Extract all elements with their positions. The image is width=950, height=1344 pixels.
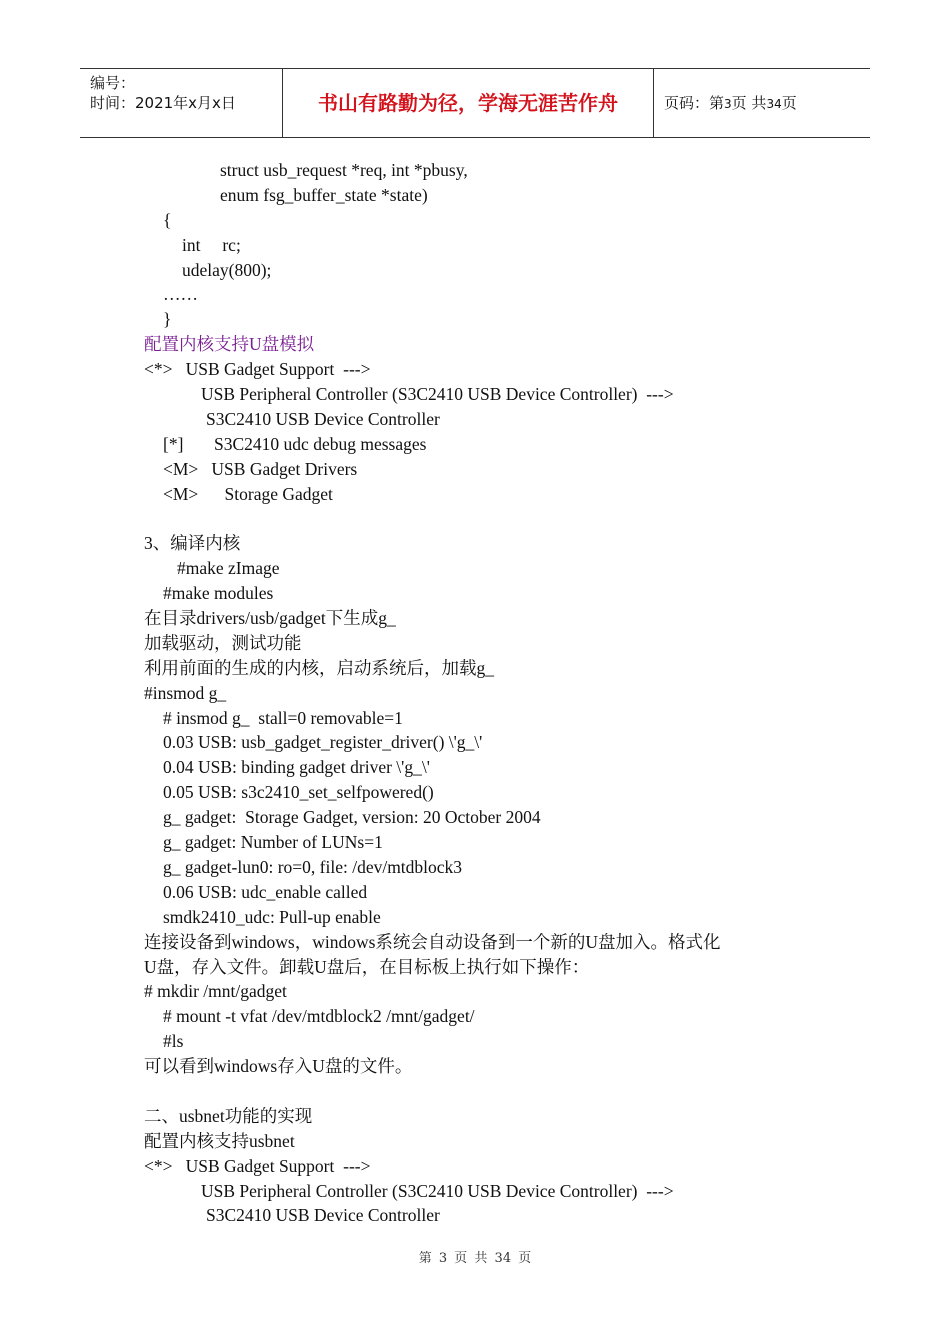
text-line: 配置内核支持U盘模拟 [144,334,315,355]
header-info-cell [80,69,282,137]
text-line: USB Peripheral Controller (S3C2410 USB Device Controller) ---> [201,384,674,405]
blank-line [144,506,834,531]
text-line: 0.04 USB: binding gadget driver \'g_\' [163,757,430,778]
page-footer: 第 3 页 共 34 页 [418,1251,532,1266]
text-line: 二、usbnet功能的实现 [144,1105,313,1126]
text-line: 利用前面的生成的内核，启动系统后，加载g_ [144,657,494,678]
text-line: #make zImage [177,558,280,579]
text-line: 0.06 USB: udc_enable called [163,881,368,902]
page-total: 34 [766,97,782,111]
blank-line [144,1079,834,1104]
time-label: 时间：2021年x月x日 [90,94,236,112]
page-prefix: 页码：第 [664,94,725,112]
text-line: enum fsg_buffer_state *state) [220,184,428,205]
text-line: udelay(800); [182,259,272,280]
text-line: 连接设备到windows，windows系统会自动设备到一个新的U盘加入。格式化 [144,931,721,952]
text-line: 可以看到windows存入U盘的文件。 [144,1056,413,1077]
text-line: 在目录drivers/usb/gadget下生成g_ [144,608,396,629]
text-line: # mkdir /mnt/gadget [144,981,287,1002]
text-line: # mount -t vfat /dev/mtdblock2 /mnt/gadget/ [163,1006,475,1027]
text-line: 0.03 USB: usb_gadget_register_driver() \'g_\' [163,732,483,753]
text-line: #make modules [163,583,274,604]
text-line: g_ gadget: Number of LUNs=1 [163,832,383,853]
text-line: int rc; [182,234,241,255]
text-line: 加载驱动，测试功能 [144,632,302,653]
text-line: <M> USB Gadget Drivers [163,458,358,479]
text-line: 3、编译内核 [144,533,241,554]
text-line: g_ gadget-lun0: ro=0, file: /dev/mtdblock3 [163,856,463,877]
page-suffix: 页 [781,94,797,112]
text-line: <*> USB Gadget Support ---> [144,1155,371,1176]
page-number: 3 [724,97,732,111]
text-line: USB Peripheral Controller (S3C2410 USB Device Controller) ---> [201,1180,674,1201]
page-mid: 页 共 [731,94,767,112]
text-line: <M> Storage Gadget [163,483,333,504]
page-header [80,68,870,138]
header-page-cell [654,69,870,137]
header-motto: 书山有路勤为径，学海无涯苦作舟 [282,69,654,137]
text-line: # insmod g_ stall=0 removable=1 [163,707,403,728]
text-line: { [163,209,172,230]
text-line: S3C2410 USB Device Controller [206,1205,440,1226]
text-line: <*> USB Gadget Support ---> [144,359,371,380]
text-line: S3C2410 USB Device Controller [206,408,440,429]
text-line: g_ gadget: Storage Gadget, version: 20 October 2004 [163,807,541,828]
text-line: #insmod g_ [144,682,227,703]
text-line: struct usb_request *req, int *pbusy, [220,160,468,180]
document-body [144,158,834,1228]
text-line: U盘，存入文件。卸载U盘后，在目标板上执行如下操作： [144,956,590,977]
text-line: …… [163,284,198,305]
text-line: } [163,309,172,330]
text-line: 配置内核支持usbnet [144,1130,295,1151]
number-label: 编号： [90,74,136,92]
text-line: [*] S3C2410 udc debug messages [163,433,427,454]
text-line: smdk2410_udc: Pull-up enable [163,906,381,927]
text-line: #ls [163,1031,184,1052]
text-line: 0.05 USB: s3c2410_set_selfpowered() [163,782,434,803]
